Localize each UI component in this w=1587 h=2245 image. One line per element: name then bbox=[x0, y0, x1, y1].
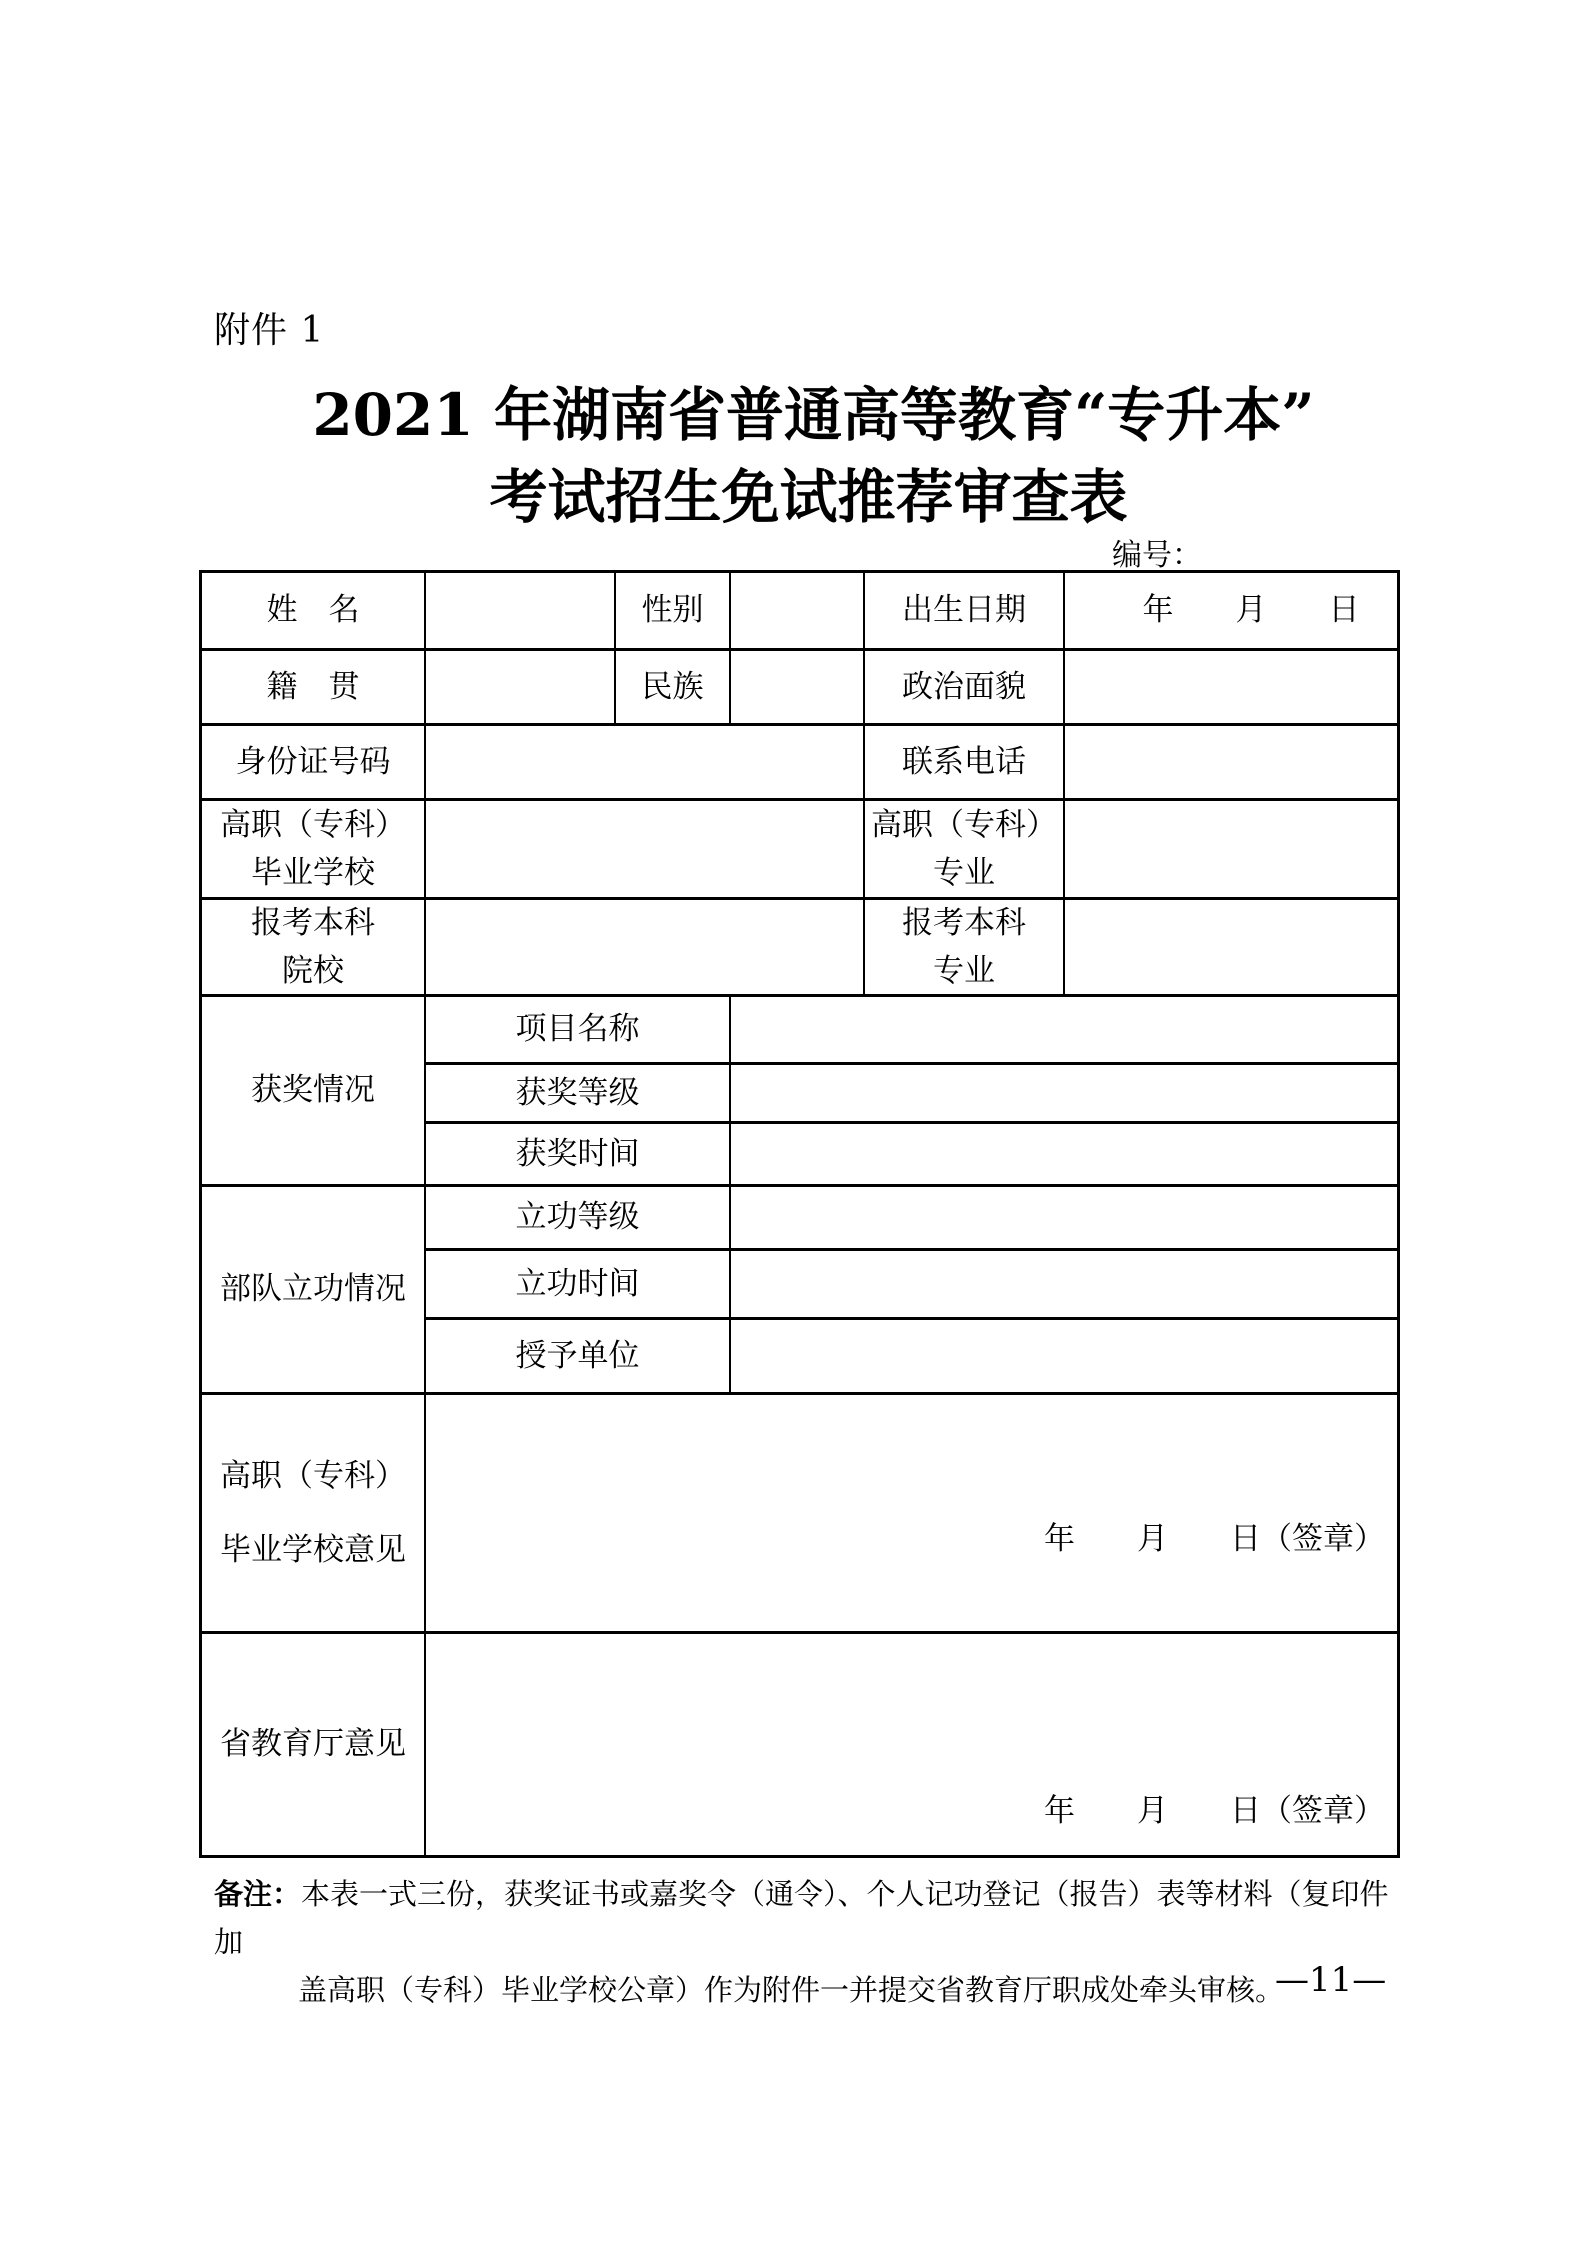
attachment-label: 附件 1 bbox=[214, 310, 325, 351]
target-major-field[interactable] bbox=[1065, 900, 1397, 994]
granting-unit-field[interactable] bbox=[731, 1320, 1397, 1392]
page-number: —11— bbox=[1275, 1960, 1387, 2000]
college-school-label-line1: 高职（专科） bbox=[220, 806, 406, 843]
phone-field[interactable] bbox=[1065, 726, 1397, 798]
school-opinion-signature: 年 月 日（签章） bbox=[1044, 1521, 1385, 1557]
award-time-label: 获奖时间 bbox=[515, 1135, 640, 1172]
award-level-field[interactable] bbox=[731, 1065, 1397, 1121]
note-label: 备注： bbox=[214, 1877, 302, 1911]
target-university-label bbox=[202, 900, 424, 994]
political-status-field[interactable] bbox=[1065, 651, 1397, 723]
target-university-label-line1: 报考本科 bbox=[251, 904, 375, 941]
college-school-label-line2: 毕业学校 bbox=[251, 855, 375, 891]
note-line2: 盖高职（专科）毕业学校公章）作为附件一并提交省教育厅职成处牵头审核。 bbox=[298, 1973, 1285, 2007]
college-major-label-line2: 专业 bbox=[933, 855, 995, 891]
college-major-label-line1: 高职（专科） bbox=[871, 806, 1057, 843]
merit-time-label: 立功时间 bbox=[515, 1265, 640, 1302]
college-school-field[interactable] bbox=[426, 801, 863, 897]
target-major-label bbox=[865, 900, 1063, 994]
political-status-label: 政治面貌 bbox=[902, 668, 1026, 705]
name-field[interactable] bbox=[426, 573, 614, 648]
award-level-label: 获奖等级 bbox=[515, 1074, 640, 1111]
birth-date-field[interactable]: 年 月 日 bbox=[1142, 592, 1360, 629]
college-major-field[interactable] bbox=[1065, 801, 1397, 897]
award-project-name-label: 项目名称 bbox=[515, 1011, 640, 1048]
military-merit-group-label: 部队立功情况 bbox=[220, 1271, 406, 1308]
school-opinion-label-line1: 高职（专科） bbox=[220, 1457, 406, 1494]
id-number-label: 身份证号码 bbox=[235, 743, 391, 780]
college-major-label bbox=[865, 801, 1063, 897]
native-place-field[interactable] bbox=[426, 651, 614, 723]
phone-label: 联系电话 bbox=[902, 743, 1026, 780]
college-school-label bbox=[202, 801, 424, 897]
name-label: 姓 名 bbox=[266, 592, 360, 629]
native-place-label: 籍 贯 bbox=[266, 668, 360, 705]
id-number-field[interactable] bbox=[426, 726, 863, 798]
ethnicity-field[interactable] bbox=[731, 651, 863, 723]
gender-label: 性别 bbox=[641, 592, 704, 629]
merit-level-label: 立功等级 bbox=[515, 1199, 640, 1236]
dept-opinion-signature: 年 月 日（签章） bbox=[1044, 1793, 1385, 1829]
dept-opinion-label: 省教育厅意见 bbox=[220, 1726, 406, 1763]
review-form-table bbox=[199, 570, 1400, 1858]
merit-time-field[interactable] bbox=[731, 1251, 1397, 1317]
birth-date-label: 出生日期 bbox=[902, 592, 1026, 629]
merit-level-field[interactable] bbox=[731, 1187, 1397, 1248]
page-title-line1: 2021 年湖南省普通高等教育“专升本” bbox=[312, 381, 1315, 449]
school-opinion-label-line2: 毕业学校意见 bbox=[220, 1532, 406, 1568]
gender-field[interactable] bbox=[731, 573, 863, 648]
school-opinion-label bbox=[202, 1395, 424, 1631]
target-university-field[interactable] bbox=[426, 900, 863, 994]
target-university-label-line2: 院校 bbox=[282, 953, 344, 989]
target-major-label-line2: 专业 bbox=[933, 953, 995, 989]
award-time-field[interactable] bbox=[731, 1124, 1397, 1184]
awards-group-label: 获奖情况 bbox=[251, 1072, 375, 1109]
note-line1: 本表一式三份，获奖证书或嘉奖令（通令）、个人记功登记（报告）表等材料（复印件加 bbox=[214, 1877, 1389, 1959]
ethnicity-label: 民族 bbox=[641, 668, 704, 705]
page-title-line2: 考试招生免试推荐审查表 bbox=[489, 463, 1128, 531]
granting-unit-label: 授予单位 bbox=[515, 1337, 640, 1374]
footer-note bbox=[214, 1870, 1394, 2014]
target-major-label-line1: 报考本科 bbox=[902, 904, 1026, 941]
award-project-name-field[interactable] bbox=[731, 997, 1397, 1062]
serial-number-label: 编号： bbox=[1112, 538, 1202, 573]
